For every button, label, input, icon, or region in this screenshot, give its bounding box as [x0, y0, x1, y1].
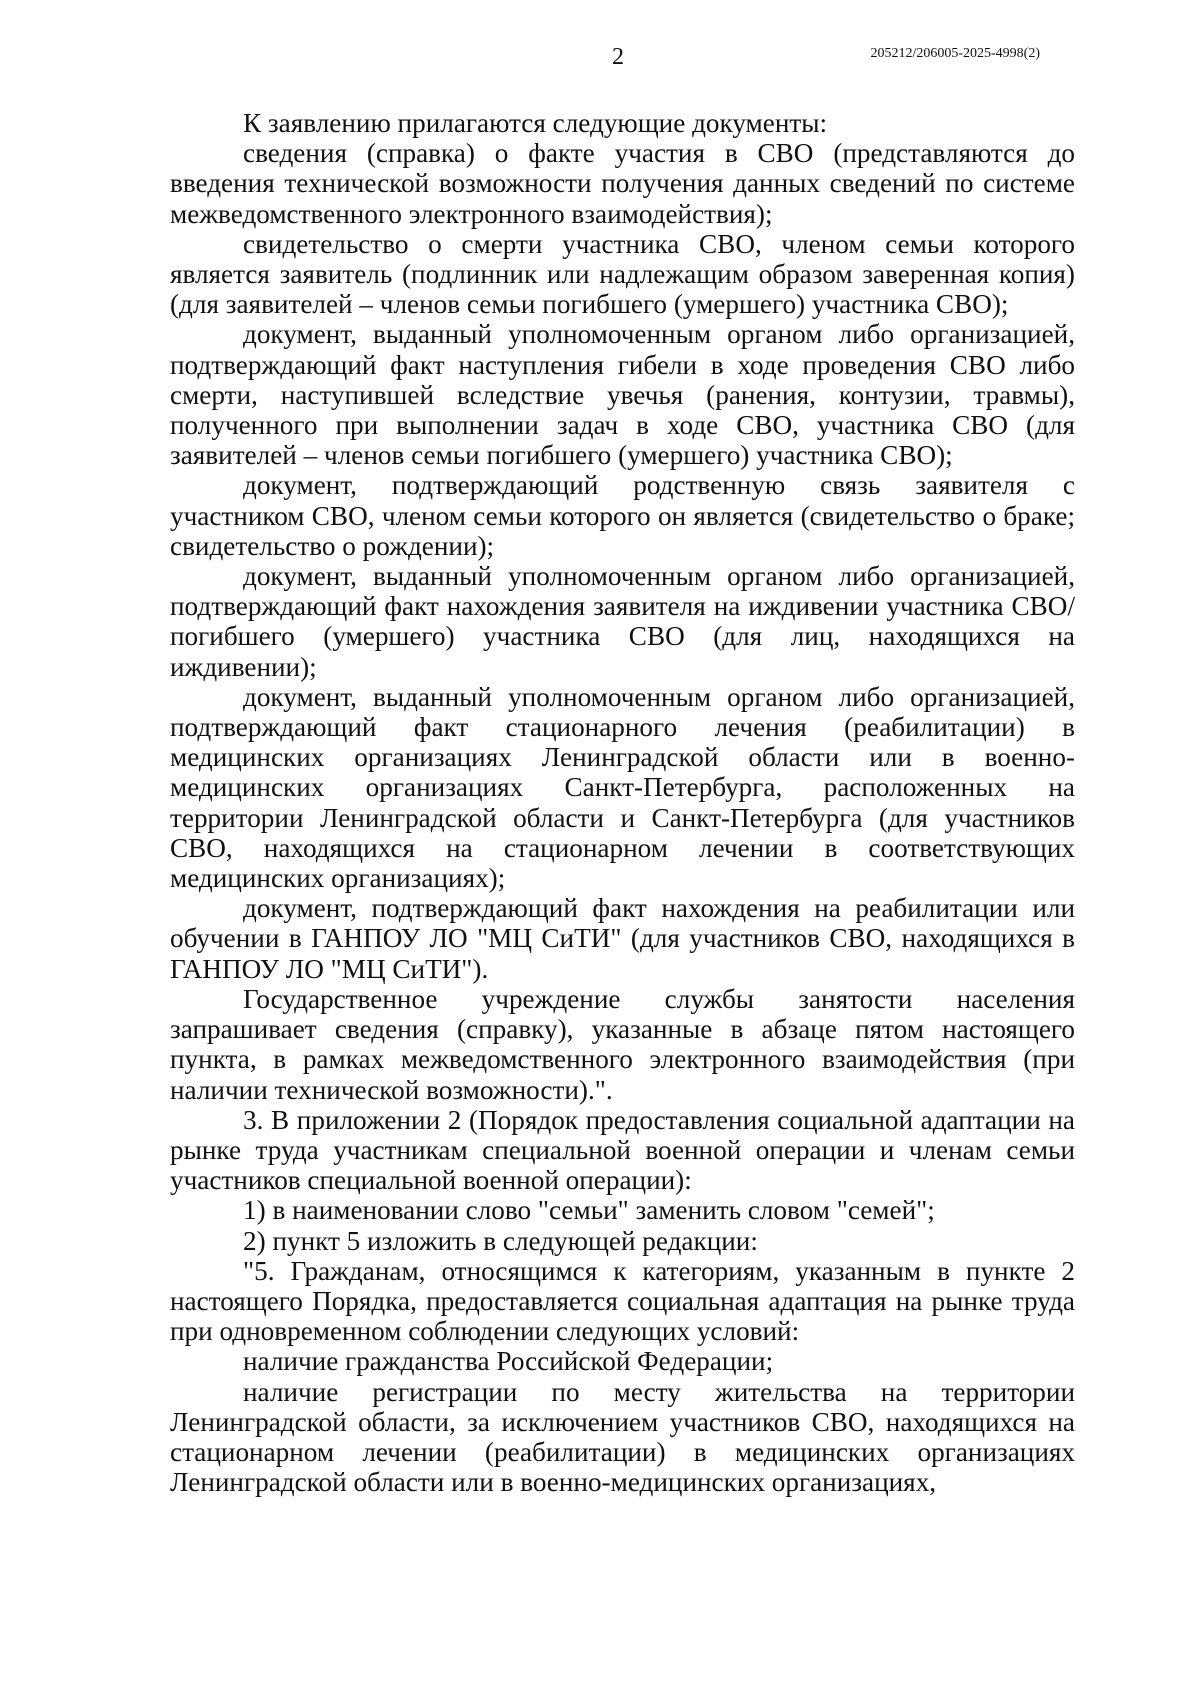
- paragraph-employment-service-request: Государственное учреждение службы занятости населения запрашивает сведения (справку), указанные в абзаце пятом настоящего пункта, в рамках межведомственного электронного взаимодействия (при наличии технической возможности).".: [170, 983, 1075, 1105]
- paragraph-citizenship-condition: наличие гражданства Российской Федерации;: [243, 1346, 774, 1377]
- paragraph-kinship-document: документ, подтверждающий родственную связь заявителя с участником СВО, членом семьи которого он является (свидетельство о браке; свидетельство о рождении);: [170, 470, 1075, 561]
- paragraph-death-certificate: свидетельство о смерти участника СВО, членом семьи которого является заявитель (подлинник или надлежащим образом заверенная копия) (для заявителей – членов семьи погибшего (умершего) участника СВО);: [170, 228, 1075, 320]
- paragraph-registration-condition: наличие регистрации по месту жительства на территории Ленинградской области, за исключением участников СВО, находящихся на стационарном лечении (реабилитации) в медицинских организациях Ленинградской области или в военно-медицинских организациях,: [170, 1376, 1075, 1498]
- document-body: [170, 108, 1075, 1497]
- paragraph-inpatient-treatment-document: документ, выданный уполномоченным органом либо организацией, подтверждающий факт стационарного лечения (реабилитации) в медицинских организациях Ленинградской области или в военно-медицинских организациях Санкт-Петербурга, расположенных на территории Ленинградской области и Санкт-Петербурга (для участников СВО, находящихся на стационарном лечении в соответствующих медицинских организациях);: [170, 681, 1075, 894]
- paragraph-svo-participation-certificate: сведения (справка) о факте участия в СВО (представляются до введения технической возможности получения данных сведений по системе межведомственного электронного взаимодействия);: [170, 138, 1075, 229]
- paragraph-rehabilitation-document: документ, подтверждающий факт нахождения на реабилитации или обучении в ГАНПОУ ЛО "МЦ СиТИ" (для участников СВО, находящихся в ГАНПОУ ЛО "МЦ СиТИ").: [170, 893, 1075, 984]
- paragraph-point-5: "5. Гражданам, относящимся к категориям, указанным в пункте 2 настоящего Порядка, предоставляется социальная адаптация на рынке труда при одновременном соблюдении следующих условий:: [170, 1255, 1075, 1347]
- paragraph-subitem-2: 2) пункт 5 изложить в следующей редакции:: [243, 1225, 758, 1256]
- paragraph-dependency-document: документ, выданный уполномоченным органом либо организацией, подтверждающий факт нахождения заявителя на иждивении участника СВО/погибшего (умершего) участника СВО (для лиц, находящихся на иждивении);: [170, 561, 1075, 682]
- paragraph-death-confirmation-document: документ, выданный уполномоченным органом либо организацией, подтверждающий факт наступления гибели в ходе проведения СВО либо смерти, наступившей вследствие увечья (ранения, контузии, травмы), полученного при выполнении задач в ходе СВО, участника СВО (для заявителей – членов семьи погибшего (умершего) участника СВО);: [170, 319, 1075, 471]
- paragraph-item-3: 3. В приложении 2 (Порядок предоставления социальной адаптации на рынке труда участникам специальной военной операции и членам семьи участников специальной военной операции):: [170, 1104, 1075, 1196]
- document-code: 205212/206005-2025-4998(2): [870, 46, 1040, 61]
- page-number: 2: [612, 44, 624, 70]
- paragraph-attachments-intro: К заявлению прилагаются следующие документы:: [243, 108, 828, 138]
- paragraph-subitem-1: 1) в наименовании слово "семьи" заменить словом "семей";: [243, 1195, 935, 1226]
